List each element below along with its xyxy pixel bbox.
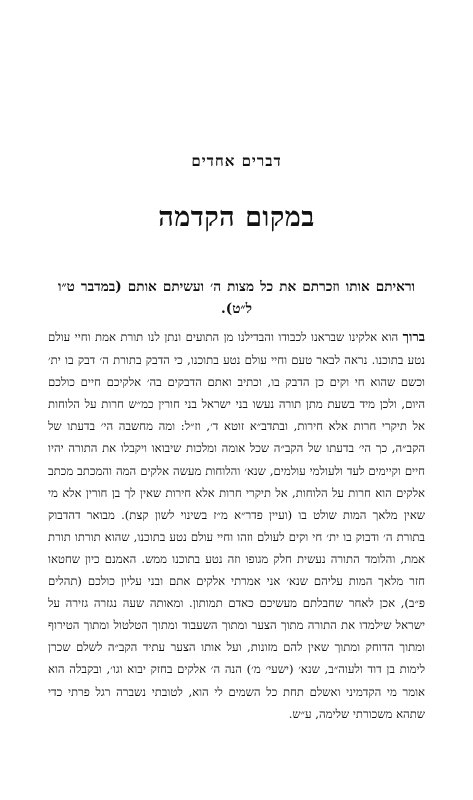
body-paragraph	[48, 326, 425, 725]
section-kicker: דברים אחדים	[191, 152, 282, 170]
lead-word: ברוך	[402, 330, 425, 345]
body-text: הוא אלקינו שבראנו לכבודו והבדילנו מן התועים ונתן לנו תורת אמת וחיי עולם נטע בתוכנו. נראה לבאר טעם וחיי עולם נטע בתוכנו, כי הדבק בתורת ה׳ דבק בו ית׳ וכשם שהוא חי וקים כן הדבק בו, וכתיב ואתם הדבקים בה׳ אלקיכם חיים כולכם היום, ולכן מיד בשעת מתן תורה נעשו בני ישראל בני חורין כמ״ש חרות על הלוחות אל תיקרי חרות אלא חירות, ובתדב״א זוטא ד׳, וז״ל: ומה מחשבה הי׳ בדעתו של הקב״ה, כך הי׳ בדעתו של הקב״ה שכל אומה ומלכות שיבואו ויקבלו את התורה יהיו חיים וקיימים לעד ולעולמי עולמים, שנא׳ והלוחות מעשה אלקים המה והמכתב מכתב אלקים הוא חרות על הלוחות, אל תיקרי חרות אלא חירות שאין לך בן חורין אלא מי שאין מלאך המות שולט בו (ועיין פדר״א מ״ז בשינוי לשון קצת). מבואר דהדבוק בתורת ה׳ ודבוק בו ית׳ חי וקים לעולם וזהו וחיי עולם נטע בתוכנו, שהוא תורתו תורת אמת, והלומד התורה נעשית חלק מגופו וזה נטע בתוכנו ממש. האמנם כיון שחטאו חזר מלאך המות עליהם שנא׳ אני אמרתי אלקים אתם ובני עליון כולכם (תהלים פ״ב), אכן לאחר שחבלתם מעשיכם כאדם תמותון. ומאותה שעה נגזרה גזירה על ישראל שילמדו את התורה מתוך הצער ומתוך השעבוד ומתוך הטלטול ומתוך הטירוף ומתוך הדוחק ומתוך שאין להם מזונות, ועל אותו הצער עתיד הקב״ה לשלם שכרן לימות בן דוד ולעוה״ב, שנא׳ (ישעי׳ מ׳) הנה ה׳ אלקים בחזק יבוא וגו׳, ובקבלה הוא אומר מי הקדמיני ואשלם תחת כל השמים לי הוא, לטובתי נשברה רגל פרתי כדי שתהא משכורתי שלימה, ע״ש.	[48, 330, 425, 721]
page-title: במקום הקדמה	[158, 202, 315, 233]
opening-verse: וראיתם אותו וזכרתם את כל מצות ה׳ ועשיתם אותם (במדבר ט״ו ל״ט).	[58, 279, 415, 317]
